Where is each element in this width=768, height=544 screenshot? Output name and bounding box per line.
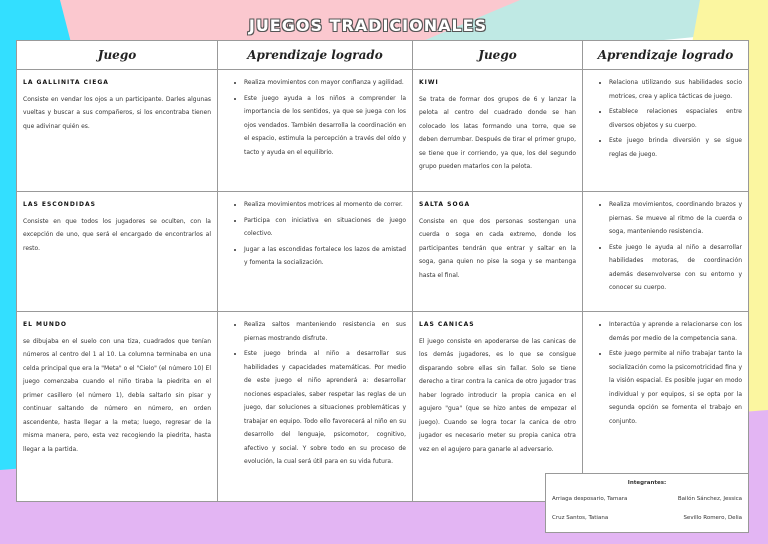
member-name: Sevillo Romero, Delia xyxy=(683,515,742,521)
member-name: Arriaga desposario, Tamara xyxy=(552,496,628,502)
game-description: se dibujaba en el suelo con una tiza, cuadrados que tenían números al centro del 1 al 10. La columna terminaba en una celda principal que era la "Meta" o el "Cielo" (el número 10) El juego comenzaba cuando el niño tiraba la piedrita en el primer casillero (el número 1), debía saltarlo sin pisar y continuar saltando de número en número, en orden ascendente, hasta llegar a la meta; luego, regresar de la misma manera, pero, esta vez recogiendo la piedrita, hasta llegar a la partida. xyxy=(23,337,211,453)
learning-item: • Realiza saltos manteniendo resistencia en sus piernas mostrando disfrute. xyxy=(244,318,406,345)
learning-cell xyxy=(583,70,749,192)
game-description: El juego consiste en apoderarse de las canicas de los demás jugadores, es lo que se consigue disparando sobre ellas sin fallar. Solo se tiene derecho a tirar contra la canica de otro jugador tras haber logrado introducir la propia canica en el agujero "gua" (que se hizo antes de empezar el juego). Cuando se logra tocar la canica de otro jugador es necesario meter su propia canica otra vez en el agujero para ganarle al adversario. xyxy=(419,337,576,453)
learning-cell xyxy=(218,312,413,502)
game-name: KIWI xyxy=(419,79,439,86)
header-aprendizaje-2: Aprendizaje logrado xyxy=(583,41,749,70)
game-name: LA GALLINITA CIEGA xyxy=(23,79,109,86)
game-cell xyxy=(17,312,218,502)
learning-item: • Jugar a las escondidas fortalece los lazos de amistad y fomenta la socialización. xyxy=(244,243,406,270)
header-juego-2: Juego xyxy=(413,41,583,70)
table-header-row xyxy=(17,41,749,70)
game-name: LAS ESCONDIDAS xyxy=(23,201,96,208)
table-row xyxy=(17,70,749,192)
learning-item: • Realiza movimientos motrices al momento de correr. xyxy=(244,198,406,212)
learning-cell xyxy=(583,192,749,312)
game-name: EL MUNDO xyxy=(23,321,67,328)
learning-item: • Este juego le ayuda al niño a desarrollar habilidades motoras, de coordinación además desenvolverse con su entorno y conocer su cuerpo. xyxy=(609,241,742,295)
game-description: Se trata de formar dos grupos de 6 y lanzar la pelota al centro del cuadrado donde se han colocado los latas formando una torre, que se deben derrumbar. Después de tirar el primer grupo, se tiene que ir corriendo, ya que, los del segundo grupo pueden matarlos con la pelota. xyxy=(419,95,576,170)
member-name: Bailón Sánchez, Jessica xyxy=(677,496,742,502)
learning-item: • Establece relaciones espaciales entre diversos objetos y su cuerpo. xyxy=(609,105,742,132)
learning-cell xyxy=(218,192,413,312)
learning-item: • Realiza movimientos, coordinando brazos y piernas. Se mueve al ritmo de la cuerda o soga, manteniendo resistencia. xyxy=(609,198,742,239)
learning-item: • Interactúa y aprende a relacionarse con los demás por medio de la competencia sana. xyxy=(609,318,742,345)
learning-cell xyxy=(218,70,413,192)
table-row xyxy=(17,192,749,312)
learning-item: • Este juego ayuda a los niños a comprender la importancia de los sentidos, ya que se juega con los ojos vendados. También desarrolla la coordinación en el espacio, estimula la percepción a través del oído y tacto y ayuda en el equilibrio. xyxy=(244,92,406,160)
game-cell xyxy=(17,70,218,192)
learning-item: • Este juego permite al niño trabajar tanto la socialización como la psicomotricidad fina y la visión espacial. Es posible jugar en modo individual y por equipos, si se opta por la segunda opción se fomenta el trabajo en conjunto. xyxy=(609,347,742,428)
header-aprendizaje-1: Aprendizaje logrado xyxy=(218,41,413,70)
member-name: Cruz Santos, Tatiana xyxy=(552,515,609,521)
learning-item: • Realiza movimientos con mayor confianza y agilidad. xyxy=(244,76,406,90)
header-juego-1: Juego xyxy=(17,41,218,70)
game-name: SALTA SOGA xyxy=(419,201,471,208)
learning-item: • Participa con iniciativa en situaciones de juego colectivo. xyxy=(244,214,406,241)
game-cell xyxy=(413,192,583,312)
learning-item: • Este juego brinda al niño a desarrollar sus habilidades y capacidades matemáticas. Por medio de este juego el niño aprenderá a: desarrollar nociones espaciales, saber respetar las reglas de un juego, dar soluciones a situaciones problemáticas y trabajar en equipo. Todo ello favorecerá al niño en su desarrollo del lenguaje, psicomotor, cognitivo, afectivo y social. Y sobre todo en su proceso de evolución, la cual será útil para en su vida futura. xyxy=(244,347,406,469)
game-description: Consiste en vendar los ojos a un participante. Darles algunas vueltas y buscar a sus compañeros, si los encontraba tienen que adivinar quién es. xyxy=(23,95,211,130)
learning-item: • Este juego brinda diversión y se sigue reglas de juego. xyxy=(609,134,742,161)
learning-item: • Relaciona utilizando sus habilidades socio motrices, crea y aplica tácticas de juego. xyxy=(609,76,742,103)
game-cell xyxy=(17,192,218,312)
game-cell xyxy=(413,70,583,192)
game-name: LAS CANICAS xyxy=(419,321,475,328)
games-table xyxy=(16,40,749,502)
game-description: Consiste en que dos personas sostengan una cuerda o soga en cada extremo, donde los participantes tendrán que entrar y saltar en la soga, gana quien no pise la soga y se mantenga hasta el final. xyxy=(419,217,576,279)
page-title: JUEGOS TRADICIONALES xyxy=(248,15,488,35)
game-description: Consiste en que todos los jugadores se oculten, con la excepción de uno, que será el encargado de encontrarlos al resto. xyxy=(23,217,211,252)
credits-title: Integrantes: xyxy=(627,480,667,486)
credits-box xyxy=(545,473,749,533)
